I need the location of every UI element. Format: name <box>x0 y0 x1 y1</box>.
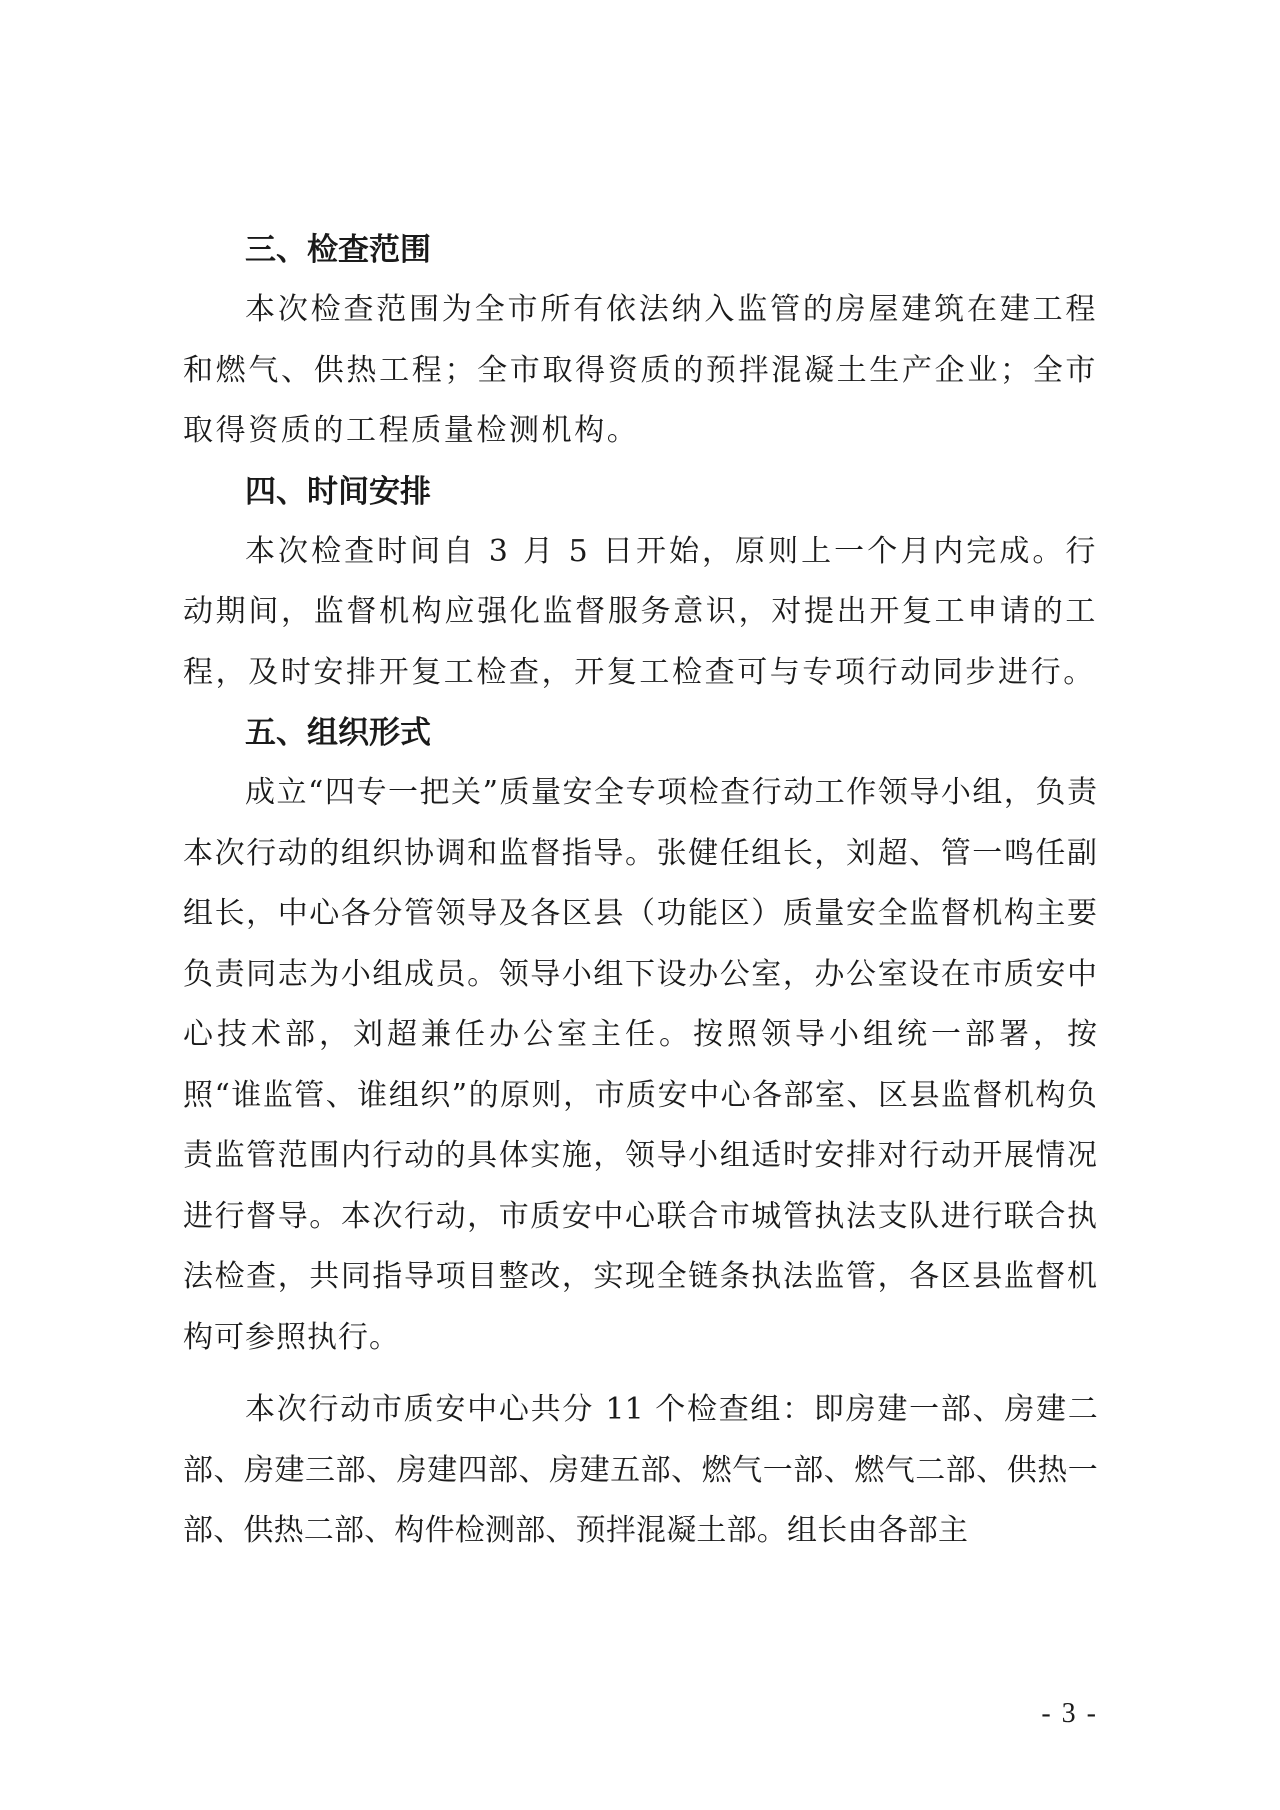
paragraph-inspection-groups: 本次行动市质安中心共分 11 个检查组：即房建一部、房建二部、房建三部、房建四部、房建五部、燃气一部、燃气二部、供热一部、供热二部、构件检测部、预拌混凝土部。组长由各部主 <box>183 1392 1098 1548</box>
paragraph-inspection-scope: 本次检查范围为全市所有依法纳入监管的房屋建筑在建工程和燃气、供热工程；全市取得资质的预拌混凝土生产企业；全市取得资质的工程质量检测机构。 <box>183 292 1098 448</box>
section-heading-schedule: 四、时间安排 <box>245 473 431 510</box>
document-body <box>183 220 1098 1562</box>
section-heading-inspection-scope: 三、检查范围 <box>245 232 431 268</box>
paragraph-organization: 成立“四专一把关”质量安全专项检查行动工作领导小组，负责本次行动的组织协调和监督指导。张健任组长，刘超、管一鸣任副组长，中心各分管领导及各区县（功能区）质量安全监督机构主要负责同志为小组成员。领导小组下设办公室，办公室设在市质安中心技术部，刘超兼任办公室主任。按照领导小组统一部署，按照“谁监管、谁组织”的原则，市质安中心各部室、区县监督机构负责监管范围内行动的具体实施，领导小组适时安排对行动开展情况进行督导。本次行动，市质安中心联合市城管执法支队进行联合执法检查，共同指导项目整改，实现全链条执法监管，各区县监督机构可参照执行。 <box>183 775 1098 1355</box>
section-heading-organization: 五、组织形式 <box>245 715 431 751</box>
page-number: - 3 - <box>1041 1698 1098 1729</box>
paragraph-schedule: 本次检查时间自 3 月 5 日开始，原则上一个月内完成。行动期间，监督机构应强化监督服务意识，对提出开复工申请的工程，及时安排开复工检查，开复工检查可与专项行动同步进行。 <box>183 533 1098 690</box>
